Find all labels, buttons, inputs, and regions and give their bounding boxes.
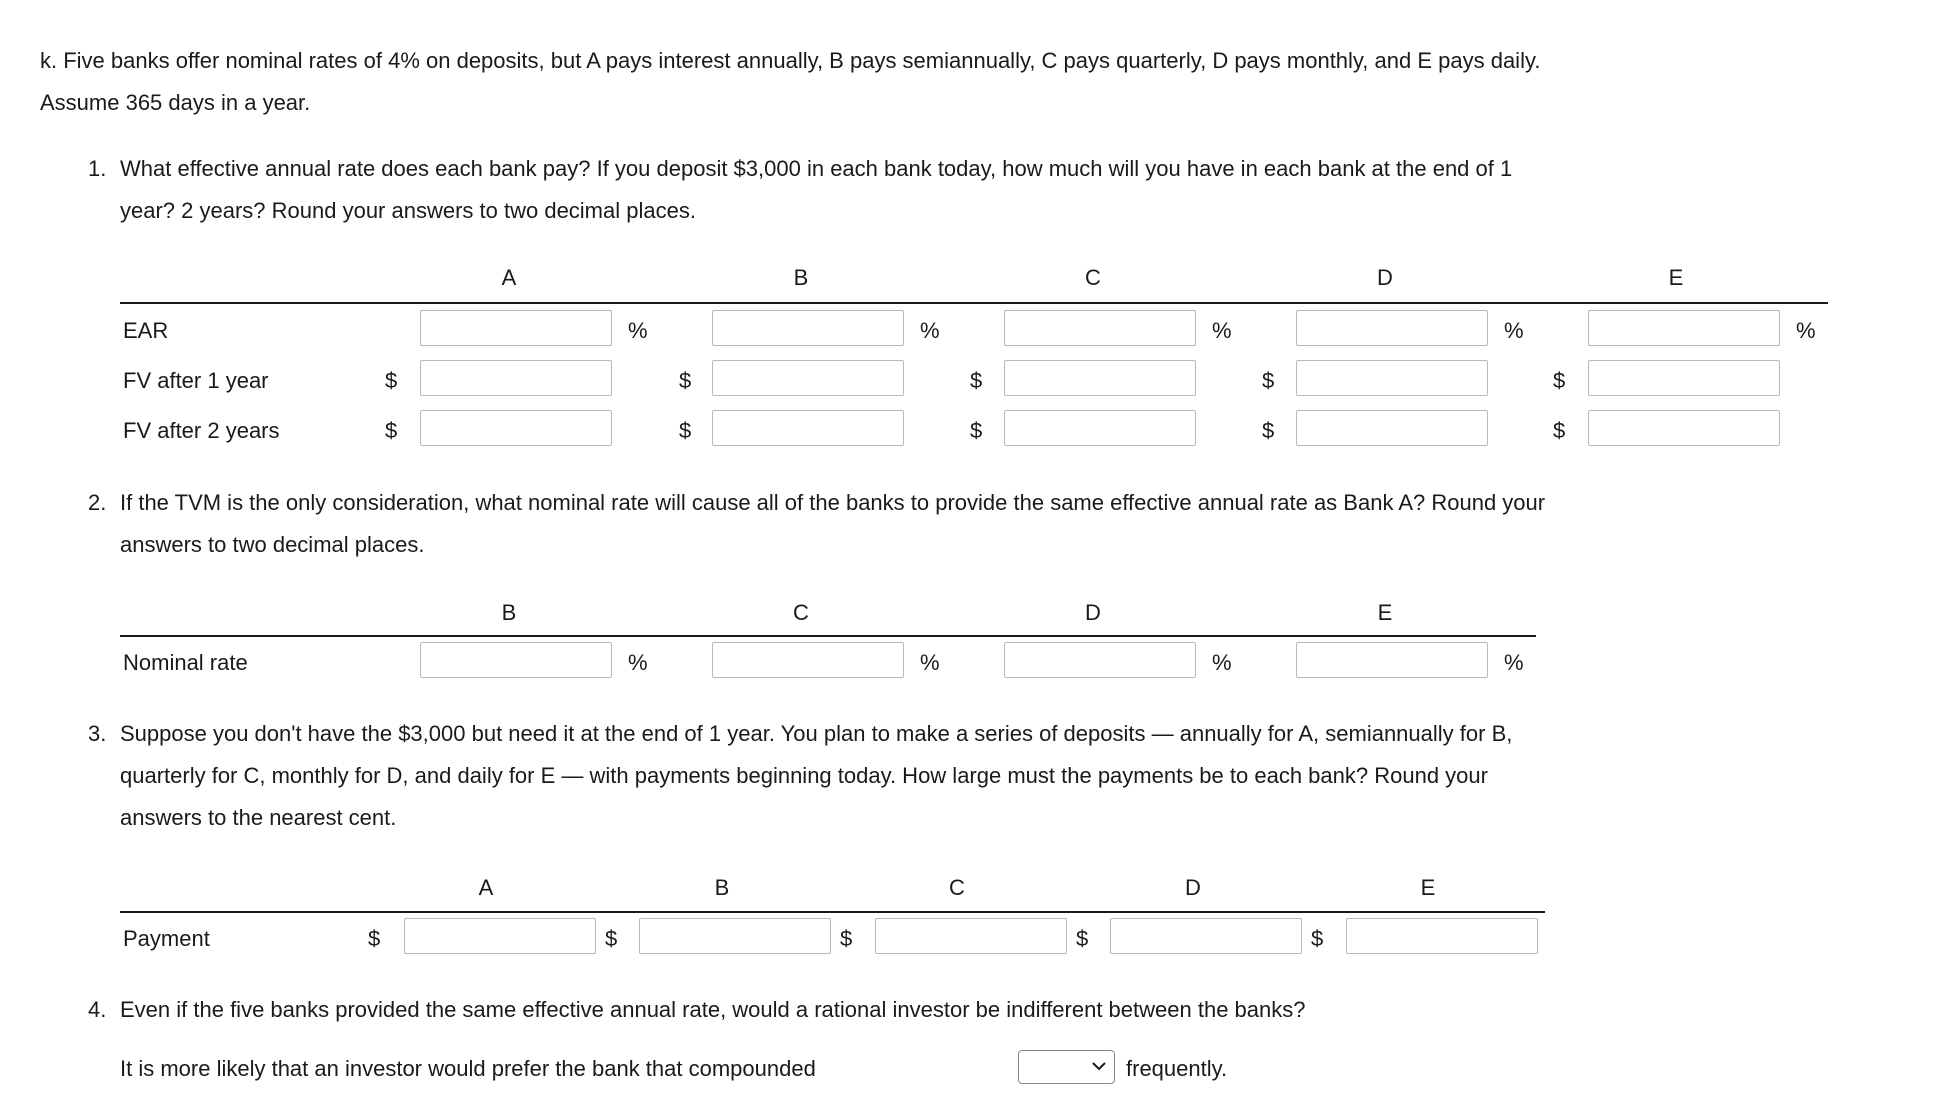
payment-prefix-C: $: [840, 926, 853, 951]
fv1-input-E[interactable]: [1588, 360, 1780, 396]
q1-col-A: A: [501, 265, 517, 290]
question-2-number: 2.: [88, 490, 107, 515]
ear-suffix-B: %: [920, 318, 940, 343]
fv2-prefix-E: $: [1553, 418, 1566, 443]
ear-input-A[interactable]: [420, 310, 612, 346]
q4-sentence-after: frequently.: [1126, 1056, 1228, 1081]
fv2-prefix-C: $: [970, 418, 983, 443]
fv2-prefix-A: $: [385, 418, 398, 443]
payment-input-C[interactable]: [875, 918, 1067, 954]
q1-header-rule: [120, 302, 1828, 304]
question-3-line-2: quarterly for C, monthly for D, and daily for E — with payments beginning today. How large must the payments be to each bank? Round your: [120, 763, 1488, 788]
question-2-line-2: answers to two decimal places.: [120, 532, 425, 557]
fv2-input-B[interactable]: [712, 410, 904, 446]
problem-intro: [40, 40, 1940, 124]
q3-col-E: E: [1420, 875, 1436, 900]
nominal-rate-input-B[interactable]: [420, 642, 612, 678]
ear-suffix-C: %: [1212, 318, 1232, 343]
q2-col-C: C: [793, 600, 809, 625]
q1-row-label-fv1: FV after 1 year: [123, 368, 269, 393]
q2-col-E: E: [1377, 600, 1393, 625]
payment-prefix-D: $: [1076, 926, 1089, 951]
nominal-rate-input-C[interactable]: [712, 642, 904, 678]
question-3-line-3: answers to the nearest cent.: [120, 805, 397, 830]
ear-input-C[interactable]: [1004, 310, 1196, 346]
question-2: [88, 482, 1918, 566]
fv2-input-A[interactable]: [420, 410, 612, 446]
fv1-prefix-C: $: [970, 368, 983, 393]
ear-suffix-D: %: [1504, 318, 1524, 343]
fv1-input-B[interactable]: [712, 360, 904, 396]
question-3-line-1: Suppose you don't have the $3,000 but need it at the end of 1 year. You plan to make a series of deposits — annually for A, semiannually for B,: [120, 721, 1513, 746]
payment-input-A[interactable]: [404, 918, 596, 954]
fv2-prefix-D: $: [1262, 418, 1275, 443]
q2-col-B: B: [501, 600, 517, 625]
ear-suffix-E: %: [1796, 318, 1816, 343]
fv2-prefix-B: $: [679, 418, 692, 443]
payment-input-D[interactable]: [1110, 918, 1302, 954]
compounding-frequency-select[interactable]: [1018, 1050, 1115, 1084]
ear-suffix-A: %: [628, 318, 648, 343]
ear-input-B[interactable]: [712, 310, 904, 346]
question-3-number: 3.: [88, 721, 107, 746]
payment-prefix-E: $: [1311, 926, 1324, 951]
q1-col-E: E: [1668, 265, 1684, 290]
q3-col-D: D: [1185, 875, 1201, 900]
q3-row-label: Payment: [123, 926, 210, 951]
intro-line-2: Assume 365 days in a year.: [40, 90, 311, 115]
q3-col-B: B: [714, 875, 730, 900]
ear-input-D[interactable]: [1296, 310, 1488, 346]
fv1-prefix-A: $: [385, 368, 398, 393]
fv1-prefix-D: $: [1262, 368, 1275, 393]
payment-prefix-A: $: [368, 926, 381, 951]
fv2-input-C[interactable]: [1004, 410, 1196, 446]
q2-col-D: D: [1085, 600, 1101, 625]
question-4-line-1: Even if the five banks provided the same effective annual rate, would a rational investor be indifferent between the banks?: [120, 997, 1306, 1022]
payment-input-E[interactable]: [1346, 918, 1538, 954]
chevron-down-icon: [1090, 1057, 1108, 1075]
fv1-input-C[interactable]: [1004, 360, 1196, 396]
fv1-input-A[interactable]: [420, 360, 612, 396]
q4-sentence-before: It is more likely that an investor would prefer the bank that compounded: [120, 1056, 816, 1081]
question-1-line-2: year? 2 years? Round your answers to two decimal places.: [120, 198, 696, 223]
question-2-line-1: If the TVM is the only consideration, what nominal rate will cause all of the banks to provide the same effective annual rate as Bank A? Round your: [120, 490, 1546, 515]
q3-col-A: A: [478, 875, 494, 900]
fv1-input-D[interactable]: [1296, 360, 1488, 396]
q1-col-C: C: [1085, 265, 1101, 290]
q3-col-C: C: [949, 875, 965, 900]
nominal-rate-input-E[interactable]: [1296, 642, 1488, 678]
q2-header-rule: [120, 635, 1536, 637]
q1-col-D: D: [1377, 265, 1393, 290]
ear-input-E[interactable]: [1588, 310, 1780, 346]
intro-line-1: k. Five banks offer nominal rates of 4% on deposits, but A pays interest annually, B pays semiannually, C pays quarterly, D pays monthly, and E pays daily.: [40, 48, 1541, 73]
question-3: [88, 713, 1918, 839]
nominal-rate-input-D[interactable]: [1004, 642, 1196, 678]
q3-header-rule: [120, 911, 1545, 913]
fv1-prefix-B: $: [679, 368, 692, 393]
question-1-number: 1.: [88, 156, 107, 181]
q2-row-label: Nominal rate: [123, 650, 248, 675]
nominal-suffix-D: %: [1212, 650, 1232, 675]
q1-col-B: B: [793, 265, 809, 290]
question-1: [88, 148, 1918, 232]
question-1-line-1: What effective annual rate does each bank pay? If you deposit $3,000 in each bank today, how much will you have in each bank at the end of 1: [120, 156, 1513, 181]
nominal-suffix-B: %: [628, 650, 648, 675]
nominal-suffix-C: %: [920, 650, 940, 675]
nominal-suffix-E: %: [1504, 650, 1524, 675]
payment-prefix-B: $: [605, 926, 618, 951]
question-4-number: 4.: [88, 997, 107, 1022]
question-4: [88, 989, 1918, 1031]
fv2-input-E[interactable]: [1588, 410, 1780, 446]
payment-input-B[interactable]: [639, 918, 831, 954]
fv1-prefix-E: $: [1553, 368, 1566, 393]
fv2-input-D[interactable]: [1296, 410, 1488, 446]
q1-row-label-fv2: FV after 2 years: [123, 418, 280, 443]
q1-row-label-ear: EAR: [123, 318, 169, 343]
